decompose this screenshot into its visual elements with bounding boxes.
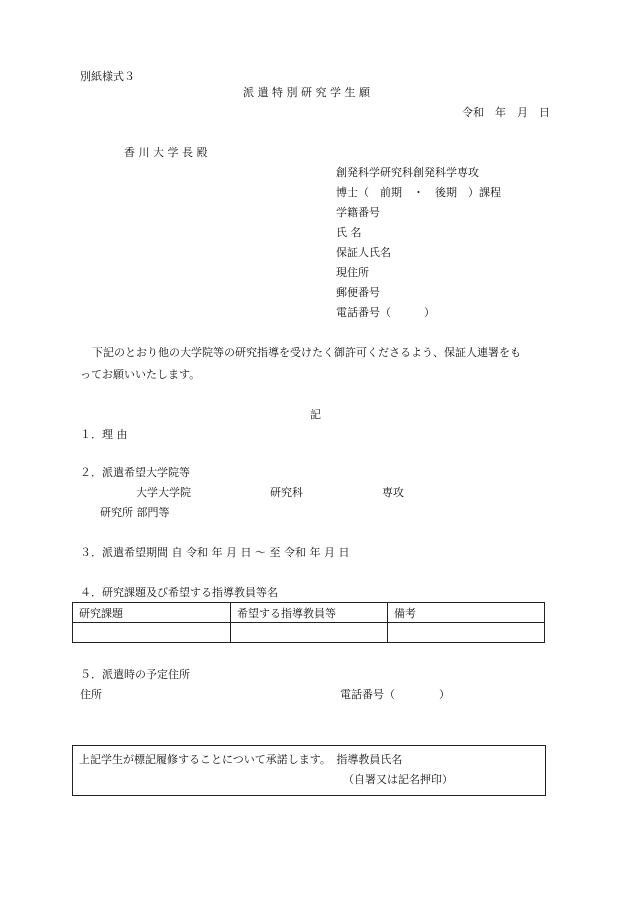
course: 博士（ 前期 ・ 後期 ）課程 — [336, 186, 501, 199]
remarks-cell[interactable] — [388, 623, 545, 643]
guarantor-label: 保証人氏名 — [336, 246, 391, 259]
table-header-row — [73, 603, 545, 623]
approval-sign: （自署又は記名押印） — [343, 773, 453, 786]
major-label: 専攻 — [382, 486, 404, 499]
univ-label: 大学大学院 — [136, 486, 191, 499]
name-label: 氏 名 — [336, 226, 362, 239]
header-advisor: 希望する指導教員等 — [231, 603, 388, 623]
table-row — [73, 623, 545, 643]
section-5-heading: ５．派遣時の予定住所 — [80, 668, 190, 681]
institute-label: 研究所 部門等 — [100, 506, 170, 519]
request-line-1: 下記のとおり他の大学院等の研究指導を受けたく御許可くださるよう、保証人連署をも — [92, 346, 521, 359]
section-1-heading: １．理 由 — [80, 428, 128, 441]
header-research-topic: 研究課題 — [73, 603, 231, 623]
advisor-cell[interactable] — [231, 623, 388, 643]
research-topic-cell[interactable] — [73, 623, 231, 643]
phone-label: 電話番号（ ） — [336, 306, 435, 319]
grad-school-label: 研究科 — [270, 486, 303, 499]
address-label: 現住所 — [336, 266, 369, 279]
research-table — [72, 602, 545, 643]
section-2-heading: ２．派遣希望大学院等 — [80, 466, 190, 479]
section-4-heading: ４．研究課題及び希望する指導教員等名 — [80, 586, 278, 599]
student-no-label: 学籍番号 — [336, 206, 380, 219]
approval-text: 上記学生が標記履修することについて承諾します。 指導教員氏名 — [79, 753, 403, 766]
department: 創発科学研究科創発科学専攻 — [336, 166, 479, 179]
header-remarks: 備考 — [388, 603, 545, 623]
document-title: 派 遣 特 別 研 究 学 生 願 — [243, 86, 370, 99]
section-3-heading: ３．派遣希望期間 自 令和 年 月 日 〜 至 令和 年 月 日 — [80, 546, 350, 559]
dispatch-phone-label: 電話番号（ ） — [340, 688, 450, 701]
ki-heading: 記 — [310, 408, 321, 421]
postal-label: 郵便番号 — [336, 286, 380, 299]
addressee: 香 川 大 学 長 殿 — [124, 146, 208, 159]
form-id: 別紙様式３ — [80, 70, 135, 83]
dispatch-address-label: 住所 — [80, 688, 102, 701]
approval-box — [72, 745, 546, 796]
date: 令和 年 月 日 — [462, 106, 550, 119]
request-line-2: ってお願いいたします。 — [80, 368, 201, 381]
